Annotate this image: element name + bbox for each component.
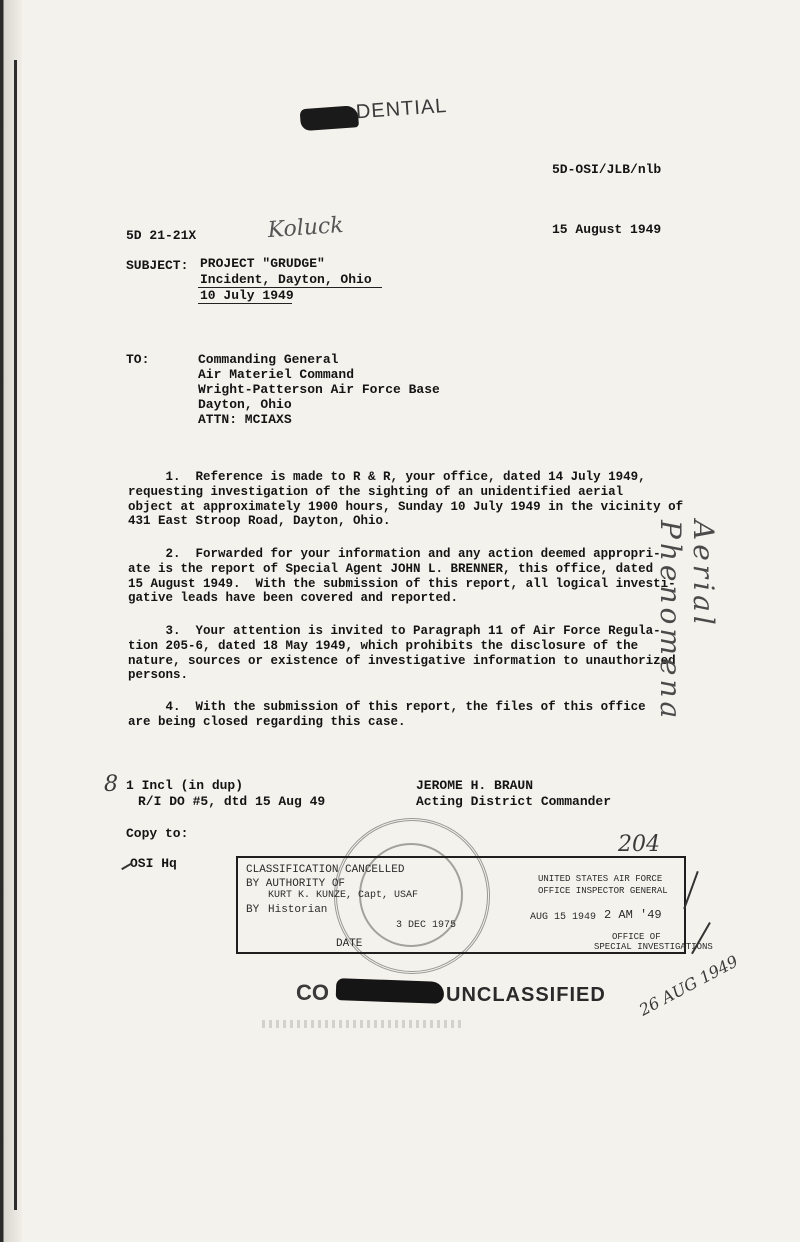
footer-classification-partial: CO bbox=[296, 980, 329, 1005]
received-stamp-line-2: OFFICE INSPECTOR GENERAL bbox=[538, 886, 668, 896]
paragraph-3-line: 3. Your attention is invited to Paragraph 11 of Air Force Regula- bbox=[128, 624, 661, 638]
paragraph-3-line: nature, sources or existence of investigative information to unauthorized bbox=[128, 653, 676, 668]
office-label-1: OFFICE OF bbox=[612, 932, 661, 942]
received-time: 2 AM '49 bbox=[604, 908, 662, 922]
to-line-5: ATTN: MCIAXS bbox=[198, 412, 292, 427]
received-date-stamp: 26 AUG 1949 bbox=[635, 951, 742, 1020]
reclass-line-2: BY AUTHORITY OF bbox=[246, 878, 346, 890]
handwritten-scrawl: Koluck bbox=[266, 212, 345, 244]
enclosure-line-1: 1 Incl (in dup) bbox=[126, 778, 244, 793]
reclass-date-label: DATE bbox=[336, 938, 363, 950]
paragraph-2-line: gative leads have been covered and reported. bbox=[128, 591, 459, 606]
to-line-1: Commanding General bbox=[198, 352, 339, 367]
paragraph-1-line: requesting investigation of the sighting of an unidentified aerial bbox=[128, 484, 624, 499]
scan-left-line bbox=[14, 60, 17, 1210]
paragraph-1-line: 1. Reference is made to R & R, your office, dated 14 July 1949, bbox=[128, 470, 646, 484]
redaction-blot bbox=[300, 105, 359, 131]
paragraph-4-line: are being closed regarding this case. bbox=[128, 714, 406, 729]
subject-underline-2 bbox=[198, 303, 292, 304]
enclosure-line-2: R/I DO #5, dtd 15 Aug 49 bbox=[138, 794, 326, 809]
subject-line-2: Incident, Dayton, Ohio bbox=[200, 272, 372, 287]
to-line-4: Dayton, Ohio bbox=[198, 397, 292, 412]
reclass-line-1: CLASSIFICATION CANCELLED bbox=[246, 864, 405, 876]
received-date: AUG 15 1949 bbox=[530, 912, 597, 923]
scan-left-edge bbox=[0, 0, 22, 1242]
paragraph-1-line: 431 East Stroop Road, Dayton, Ohio. bbox=[128, 514, 391, 529]
reclass-by-value: Historian bbox=[268, 904, 328, 916]
paragraph-2-line: ate is the report of Special Agent JOHN L. BRENNER, this office, dated bbox=[128, 561, 654, 576]
file-reference: 5D-OSI/JLB/nlb bbox=[552, 162, 662, 177]
paragraph-2 bbox=[128, 547, 688, 606]
to-line-2: Air Materiel Command bbox=[198, 367, 355, 382]
top-classification-stamp bbox=[299, 91, 451, 133]
subject-line-3: 10 July 1949 bbox=[200, 288, 294, 303]
paragraph-2-line: 15 August 1949. With the submission of this report, all logical investi- bbox=[128, 576, 676, 591]
footer-smudge bbox=[262, 1020, 462, 1028]
reclass-authority: KURT K. KUNZE, Capt, USAF bbox=[268, 890, 419, 901]
paragraph-3-line: persons. bbox=[128, 668, 189, 683]
hand-mark: 8 bbox=[104, 772, 118, 797]
reclass-by-label: BY bbox=[246, 904, 260, 916]
office-label-2: SPECIAL INVESTIGATIONS bbox=[594, 942, 713, 952]
paragraph-2-line: 2. Forwarded for your information and any action deemed appropri- bbox=[128, 547, 661, 561]
document-date: 15 August 1949 bbox=[552, 222, 662, 237]
footer-unclassified-stamp: UNCLASSIFIED bbox=[446, 984, 606, 1006]
to-label: TO: bbox=[126, 352, 150, 367]
margin-handwritten-note: Aerial Phenomena bbox=[654, 520, 720, 723]
to-line-3: Wright-Patterson Air Force Base bbox=[198, 382, 440, 397]
signer-name: JEROME H. BRAUN bbox=[416, 778, 534, 793]
footer-redaction-blot bbox=[336, 978, 445, 1004]
paragraph-4 bbox=[128, 700, 688, 730]
signer-title: Acting District Commander bbox=[416, 794, 612, 809]
reclassification-stamp-box bbox=[236, 856, 713, 954]
subject-label: SUBJECT: bbox=[126, 258, 189, 273]
paragraph-3-line: tion 205-6, dated 18 May 1949, which prohibits the disclosure of the bbox=[128, 638, 639, 653]
paragraph-1-line: object at approximately 1900 hours, Sunday 10 July 1949 in the vicinity of bbox=[128, 499, 684, 514]
paragraph-1 bbox=[128, 470, 688, 529]
document-number: 5D 21-21X bbox=[126, 228, 197, 243]
handwritten-number: 204 bbox=[618, 832, 660, 857]
classification-text: DENTIAL bbox=[355, 94, 448, 124]
received-stamp-line-1: UNITED STATES AIR FORCE bbox=[538, 874, 663, 884]
copy-to-label: Copy to: bbox=[126, 826, 189, 841]
subject-line-1: PROJECT "GRUDGE" bbox=[200, 256, 325, 271]
paragraph-4-line: 4. With the submission of this report, the files of this office bbox=[128, 700, 646, 714]
paragraph-3 bbox=[128, 624, 688, 683]
copy-to-recipient: OSI Hq bbox=[130, 856, 177, 871]
reclass-date-stamp: 3 DEC 1975 bbox=[396, 920, 457, 931]
